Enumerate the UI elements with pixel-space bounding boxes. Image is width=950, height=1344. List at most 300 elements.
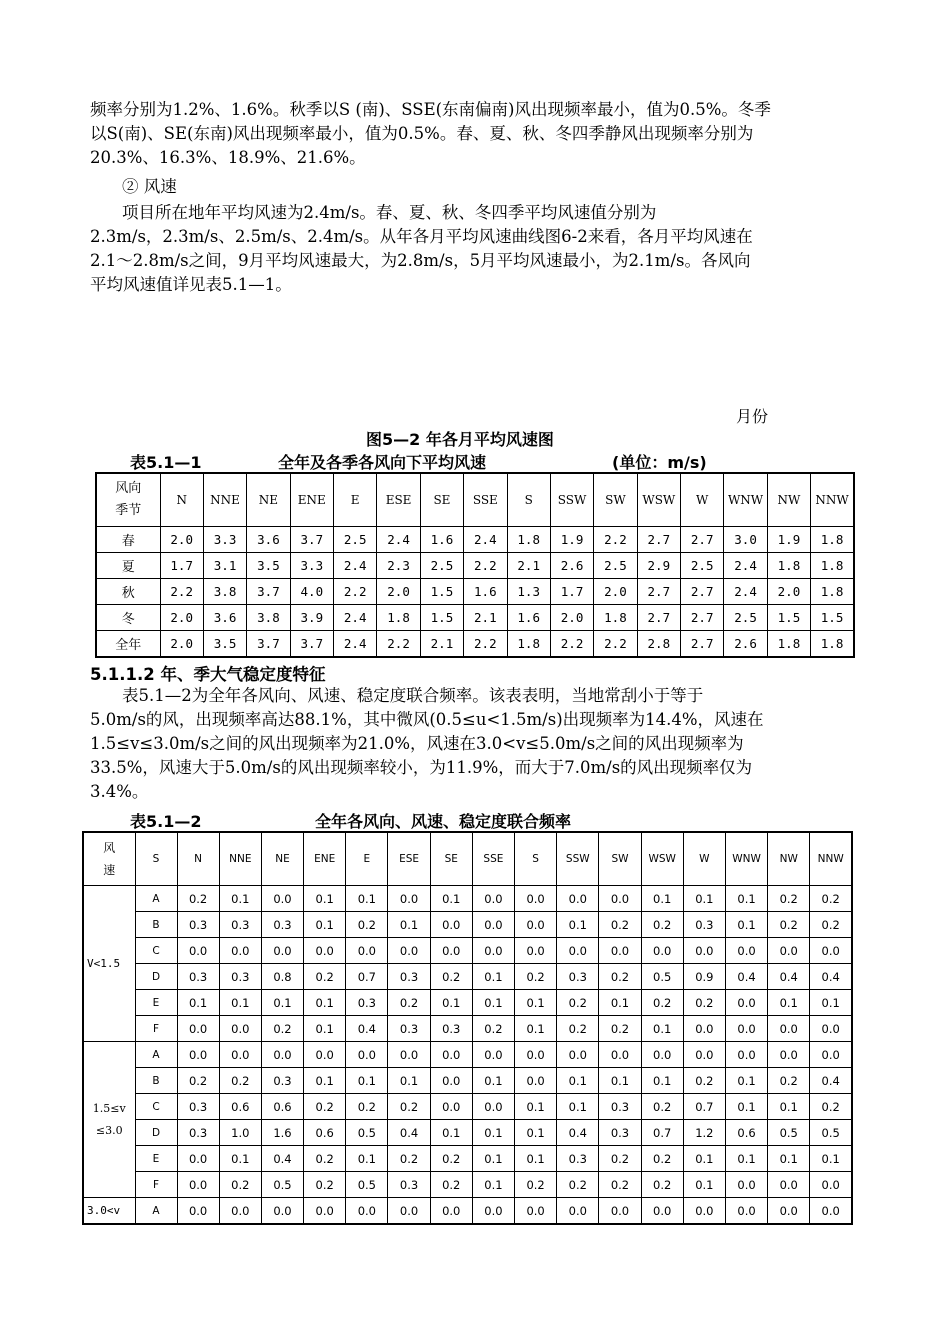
table2-value-cell: 0.0 (177, 1042, 219, 1068)
table-row (83, 1172, 852, 1198)
table1-value-cell: 1.8 (811, 579, 854, 605)
table2-value-cell: 0.3 (346, 990, 388, 1016)
table1-value-cell: 1.7 (550, 579, 593, 605)
table2-value-cell: 0.4 (810, 1068, 852, 1094)
table2-value-cell: 0.2 (557, 990, 599, 1016)
table2-stability-cell: A (135, 1042, 177, 1068)
wind-speed-heading: ② 风速 (122, 177, 177, 196)
table2-value-cell: 0.2 (641, 990, 683, 1016)
table2-value-cell: 0.0 (388, 1042, 430, 1068)
table2-value-cell: 0.0 (768, 1016, 810, 1042)
table2-value-cell: 0.5 (810, 1120, 852, 1146)
intro-paragraph (90, 98, 870, 170)
table2-value-cell: 0.0 (304, 938, 346, 964)
table1-direction-header: SSE (464, 473, 507, 527)
table2-stability-cell: C (135, 1094, 177, 1120)
table2-value-cell: 0.1 (515, 1094, 557, 1120)
table1-direction-header: WNW (724, 473, 767, 527)
table2-value-cell: 0.2 (641, 1172, 683, 1198)
table2-value-cell: 0.1 (515, 1146, 557, 1172)
table2-value-cell: 0.4 (388, 1120, 430, 1146)
table2-value-cell: 0.4 (557, 1120, 599, 1146)
table-row (83, 1094, 852, 1120)
table2-value-cell: 0.0 (430, 1068, 472, 1094)
table1-corner-cell: 风向 季节 (96, 473, 160, 527)
table2-value-cell: 0.1 (683, 1172, 725, 1198)
table1-value-cell: 1.5 (767, 605, 810, 631)
table1-direction-header: E (334, 473, 377, 527)
table2-value-cell: 0.0 (641, 1198, 683, 1225)
table2-stability-cell: A (135, 886, 177, 912)
table2-value-cell: 0.0 (219, 1016, 261, 1042)
table1-value-cell: 1.5 (420, 605, 463, 631)
table2-value-cell: 0.0 (472, 1042, 514, 1068)
table2-value-cell: 0.0 (599, 938, 641, 964)
table2-direction-header: SE (430, 832, 472, 886)
table2-stability-cell: F (135, 1172, 177, 1198)
table2-value-cell: 0.2 (641, 1146, 683, 1172)
table2-value-cell: 0.1 (346, 1146, 388, 1172)
table1-value-cell: 2.7 (637, 605, 680, 631)
table2-value-cell: 0.2 (304, 1094, 346, 1120)
table2-value-cell: 0.0 (219, 1198, 261, 1225)
text-line: 3.4%。 (90, 782, 149, 801)
table2-value-cell: 0.2 (557, 1016, 599, 1042)
table2-value-cell: 0.3 (177, 1120, 219, 1146)
table1-value-cell: 1.9 (767, 527, 810, 553)
table2-value-cell: 0.3 (261, 1068, 303, 1094)
table2-value-cell: 1.0 (219, 1120, 261, 1146)
table1-value-cell: 3.7 (290, 631, 333, 658)
table2-value-cell: 0.4 (725, 964, 767, 990)
table2-direction-header: SSW (557, 832, 599, 886)
table2-value-cell: 0.0 (515, 1198, 557, 1225)
table1-value-cell: 2.2 (160, 579, 203, 605)
text-line: 频率分别为1.2%、1.6%。秋季以S (南)、SSE(东南偏南)风出现频率最小，值为0.5%。冬季 (90, 100, 771, 119)
table2-value-cell: 0.3 (388, 1172, 430, 1198)
table2-value-cell: 0.3 (177, 964, 219, 990)
text-line: 2.3m/s，2.3m/s、2.5m/s、2.4m/s。从年各月平均风速曲线图6-2来看，各月平均风速在 (90, 227, 753, 246)
text-line: 2.1～2.8m/s之间，9月平均风速最大，为2.8m/s，5月平均风速最小，为2.1m/s。各风向 (90, 251, 751, 270)
table2-value-cell: 0.0 (346, 1042, 388, 1068)
table1-value-cell: 3.6 (203, 605, 246, 631)
table2-value-cell: 0.1 (472, 1146, 514, 1172)
table-row (83, 1068, 852, 1094)
table-row (96, 527, 854, 553)
table2-value-cell: 0.0 (430, 1094, 472, 1120)
table2-value-cell: 0.2 (515, 1172, 557, 1198)
text-line: 1.5≤v≤3.0m/s之间的风出现频率为21.0%，风速在3.0<v≤5.0m/s之间的风出现频率为 (90, 734, 744, 753)
table2-value-cell: 0.2 (683, 1068, 725, 1094)
table2-value-cell: 0.1 (725, 1146, 767, 1172)
table2-direction-header: N (177, 832, 219, 886)
table1-value-cell: 2.2 (594, 527, 637, 553)
table2-value-cell: 0.1 (177, 990, 219, 1016)
table2-value-cell: 0.3 (261, 912, 303, 938)
table2-corner-cell: 风 速 (83, 832, 135, 886)
table2-value-cell: 0.1 (430, 990, 472, 1016)
table1-value-cell: 3.1 (203, 553, 246, 579)
table1-value-cell: 2.7 (681, 631, 724, 658)
table2-value-cell: 0.0 (725, 1042, 767, 1068)
table2-direction-header: NE (261, 832, 303, 886)
table1-value-cell: 2.7 (681, 579, 724, 605)
table1-season-cell: 夏 (96, 553, 160, 579)
table2-value-cell: 0.0 (557, 938, 599, 964)
table1-value-cell: 2.6 (550, 553, 593, 579)
table1-value-cell: 2.2 (334, 579, 377, 605)
table2-value-cell: 0.0 (810, 1198, 852, 1225)
table2-value-cell: 0.2 (768, 886, 810, 912)
stability-paragraph (90, 684, 870, 804)
table2-value-cell: 0.1 (304, 1016, 346, 1042)
table2-value-cell: 0.1 (346, 1068, 388, 1094)
table2-value-cell: 0.0 (177, 938, 219, 964)
table1-direction-header: NNE (203, 473, 246, 527)
table2-value-cell: 0.0 (261, 886, 303, 912)
table2-speed-group-cell: 1.5≤v≤3.0 (83, 1042, 135, 1198)
table1-direction-header: WSW (637, 473, 680, 527)
table1-direction-header: ENE (290, 473, 333, 527)
table2-value-cell: 0.2 (641, 912, 683, 938)
table1-value-cell: 1.3 (507, 579, 550, 605)
table2-value-cell: 0.0 (725, 1198, 767, 1225)
table-row (83, 1146, 852, 1172)
table1-value-cell: 1.8 (377, 605, 420, 631)
table2-value-cell: 0.1 (430, 886, 472, 912)
table1-value-cell: 3.7 (247, 579, 290, 605)
table-row (83, 964, 852, 990)
figure-x-axis-label: 月份 (736, 407, 769, 426)
table2-stability-header: S (135, 832, 177, 886)
table2-value-cell: 0.3 (219, 964, 261, 990)
table1-value-cell: 2.7 (637, 579, 680, 605)
table1-direction-header: ESE (377, 473, 420, 527)
table2-value-cell: 0.1 (219, 990, 261, 1016)
table1-value-cell: 1.8 (594, 605, 637, 631)
text-line: 33.5%，风速大于5.0m/s的风出现频率较小，为11.9%，而大于7.0m/s的风出现频率仅为 (90, 758, 753, 777)
table2-value-cell: 0.3 (388, 1016, 430, 1042)
table2-value-cell: 0.2 (430, 1146, 472, 1172)
text-line: 平均风速值详见表5.1—1。 (90, 275, 292, 294)
table1-value-cell: 2.9 (637, 553, 680, 579)
table1-value-cell: 2.2 (464, 631, 507, 658)
table2-value-cell: 0.2 (388, 990, 430, 1016)
table1-value-cell: 2.5 (681, 553, 724, 579)
table2-value-cell: 0.0 (683, 1042, 725, 1068)
table2-direction-header: E (346, 832, 388, 886)
table2-value-cell: 0.2 (810, 886, 852, 912)
table1-value-cell: 2.0 (594, 579, 637, 605)
table1-value-cell: 2.1 (507, 553, 550, 579)
table2-value-cell: 0.1 (304, 990, 346, 1016)
table1-value-cell: 2.0 (160, 605, 203, 631)
table2-value-cell: 0.1 (304, 886, 346, 912)
table2-value-cell: 0.0 (261, 938, 303, 964)
table2-value-cell: 0.2 (388, 1146, 430, 1172)
table2-value-cell: 0.0 (388, 886, 430, 912)
table2-value-cell: 0.1 (515, 1016, 557, 1042)
table2-value-cell: 0.0 (768, 1198, 810, 1225)
table2-value-cell: 0.0 (430, 912, 472, 938)
table1-value-cell: 1.8 (811, 631, 854, 658)
table2-value-cell: 0.1 (641, 1016, 683, 1042)
text-line: 5.0m/s的风，出现频率高达88.1%，其中微风(0.5≤u<1.5m/s)出现频率为14.4%，风速在 (90, 710, 764, 729)
table1-direction-header: W (681, 473, 724, 527)
table1-value-cell: 3.7 (247, 631, 290, 658)
table2-value-cell: 0.0 (683, 1016, 725, 1042)
table2-value-cell: 0.2 (388, 1094, 430, 1120)
table2-value-cell: 0.1 (557, 912, 599, 938)
table2-direction-header: NNE (219, 832, 261, 886)
table2-direction-header: SW (599, 832, 641, 886)
table2-direction-header: WNW (725, 832, 767, 886)
table2-stability-cell: D (135, 964, 177, 990)
table2-stability-cell: D (135, 1120, 177, 1146)
table-row (83, 886, 852, 912)
table2-value-cell: 0.5 (641, 964, 683, 990)
table-row (96, 605, 854, 631)
table2-value-cell: 0.5 (768, 1120, 810, 1146)
table2-value-cell: 0.1 (725, 886, 767, 912)
table2-value-cell: 0.2 (599, 912, 641, 938)
table1-value-cell: 2.4 (464, 527, 507, 553)
table2-value-cell: 1.2 (683, 1120, 725, 1146)
table2-value-cell: 0.1 (725, 1094, 767, 1120)
table1-value-cell: 1.6 (464, 579, 507, 605)
table1-value-cell: 1.8 (507, 527, 550, 553)
table2-header-row (83, 832, 852, 886)
table2-stability-cell: B (135, 912, 177, 938)
table1-value-cell: 2.2 (594, 631, 637, 658)
table2-value-cell: 0.3 (219, 912, 261, 938)
text-line: 项目所在地年平均风速为2.4m/s。春、夏、秋、冬四季平均风速值分别为 (122, 203, 657, 222)
table1-value-cell: 3.9 (290, 605, 333, 631)
table2-value-cell: 0.7 (346, 964, 388, 990)
table2-value-cell: 0.2 (219, 1068, 261, 1094)
table2-stability-cell: C (135, 938, 177, 964)
table2-stability-cell: A (135, 1198, 177, 1225)
table2-value-cell: 0.2 (304, 1146, 346, 1172)
table1-value-cell: 2.2 (464, 553, 507, 579)
table2-value-cell: 0.0 (515, 1042, 557, 1068)
table2-value-cell: 0.0 (810, 1172, 852, 1198)
table2-value-cell: 0.2 (599, 1172, 641, 1198)
table2-value-cell: 0.2 (261, 1016, 303, 1042)
table1-value-cell: 2.4 (334, 553, 377, 579)
table1-direction-header: NW (767, 473, 810, 527)
table2-direction-header: S (515, 832, 557, 886)
table2-value-cell: 0.0 (304, 1198, 346, 1225)
table2-value-cell: 0.0 (768, 1042, 810, 1068)
table2-value-cell: 0.0 (725, 990, 767, 1016)
table2-value-cell: 0.0 (725, 1016, 767, 1042)
table2-value-cell: 0.2 (683, 990, 725, 1016)
table2-value-cell: 0.0 (472, 886, 514, 912)
table-row (83, 912, 852, 938)
table2-value-cell: 0.0 (725, 938, 767, 964)
table2-value-cell: 0.1 (810, 1146, 852, 1172)
table2-value-cell: 0.2 (557, 1172, 599, 1198)
table2-value-cell: 0.2 (219, 1172, 261, 1198)
table1-value-cell: 3.3 (203, 527, 246, 553)
table1-title: 全年及各季各风向下平均风速 (278, 453, 487, 472)
table2-direction-header: WSW (641, 832, 683, 886)
table2-value-cell: 0.0 (430, 1042, 472, 1068)
table2-value-cell: 0.0 (472, 1094, 514, 1120)
table1-unit: (单位：m/s) (612, 453, 707, 472)
table2-value-cell: 0.0 (683, 938, 725, 964)
table2-value-cell: 0.2 (515, 964, 557, 990)
table2-value-cell: 0.5 (346, 1172, 388, 1198)
table1-value-cell: 3.6 (247, 527, 290, 553)
table2-value-cell: 0.3 (557, 964, 599, 990)
table2-value-cell: 0.0 (388, 938, 430, 964)
table2-value-cell: 0.1 (515, 1120, 557, 1146)
table2-stability-cell: E (135, 1146, 177, 1172)
table1-direction-header: NNW (811, 473, 854, 527)
table2-value-cell: 0.1 (472, 1068, 514, 1094)
table1-value-cell: 2.4 (724, 553, 767, 579)
table1-direction-header: SSW (550, 473, 593, 527)
table1-value-cell: 2.4 (377, 527, 420, 553)
table2-value-cell: 0.2 (810, 912, 852, 938)
table2-value-cell: 0.1 (346, 886, 388, 912)
table1-number: 表5.1—1 (130, 453, 202, 472)
table2-value-cell: 0.4 (346, 1016, 388, 1042)
table2-value-cell: 0.0 (430, 938, 472, 964)
table1-value-cell: 2.5 (724, 605, 767, 631)
table1-value-cell: 2.5 (420, 553, 463, 579)
table2-stability-cell: F (135, 1016, 177, 1042)
table2-value-cell: 0.3 (557, 1146, 599, 1172)
table2-value-cell: 0.4 (768, 964, 810, 990)
table2-value-cell: 0.3 (177, 1094, 219, 1120)
table1-value-cell: 1.5 (811, 605, 854, 631)
table2-value-cell: 0.0 (346, 938, 388, 964)
table2-value-cell: 0.0 (304, 1042, 346, 1068)
table1-value-cell: 3.5 (247, 553, 290, 579)
table-row (96, 553, 854, 579)
table2-value-cell: 0.0 (810, 1042, 852, 1068)
table2-title: 全年各风向、风速、稳定度联合频率 (315, 812, 572, 831)
table1-value-cell: 1.8 (811, 527, 854, 553)
table2-value-cell: 0.2 (177, 1068, 219, 1094)
table1-value-cell: 4.0 (290, 579, 333, 605)
table2-value-cell: 0.7 (683, 1094, 725, 1120)
table1-value-cell: 2.0 (767, 579, 810, 605)
table2-value-cell: 0.0 (219, 1042, 261, 1068)
table2-value-cell: 0.1 (599, 1068, 641, 1094)
table1-value-cell: 2.2 (377, 631, 420, 658)
table1-value-cell: 2.0 (160, 527, 203, 553)
figure-caption: 图5—2 年各月平均风速图 (366, 430, 554, 449)
table2-value-cell: 0.6 (725, 1120, 767, 1146)
table1-season-cell: 冬 (96, 605, 160, 631)
table-row (83, 938, 852, 964)
table2-value-cell: 0.5 (346, 1120, 388, 1146)
table2-value-cell: 0.0 (388, 1198, 430, 1225)
table2-direction-header: ESE (388, 832, 430, 886)
table2-value-cell: 0.2 (304, 964, 346, 990)
table1-value-cell: 1.8 (811, 553, 854, 579)
table2-value-cell: 0.3 (388, 964, 430, 990)
table1-season-cell: 春 (96, 527, 160, 553)
table2-value-cell: 0.0 (557, 1042, 599, 1068)
table1-value-cell: 3.5 (203, 631, 246, 658)
table1-header-row (96, 473, 854, 527)
table2-value-cell: 0.3 (430, 1016, 472, 1042)
table2-value-cell: 0.2 (599, 1146, 641, 1172)
section-heading: 5.1.1.2 年、季大气稳定度特征 (90, 665, 326, 684)
table2-value-cell: 0.6 (219, 1094, 261, 1120)
wind-speed-paragraph (90, 201, 870, 297)
table1-direction-header: NE (247, 473, 290, 527)
table1-value-cell: 1.9 (550, 527, 593, 553)
table2-speed-group-cell: V<1.5 (83, 886, 135, 1042)
table2-value-cell: 0.1 (472, 990, 514, 1016)
table2-value-cell: 0.0 (810, 1016, 852, 1042)
table2-value-cell: 0.1 (641, 1068, 683, 1094)
table2-value-cell: 0.3 (599, 1094, 641, 1120)
table2-number: 表5.1—2 (130, 812, 202, 831)
table1-value-cell: 2.1 (420, 631, 463, 658)
table2-value-cell: 0.1 (810, 990, 852, 1016)
table1-value-cell: 2.3 (377, 553, 420, 579)
table2-value-cell: 0.1 (725, 912, 767, 938)
table2-value-cell: 0.2 (768, 912, 810, 938)
table1-direction-header: SW (594, 473, 637, 527)
table2-value-cell: 0.0 (219, 938, 261, 964)
table2-value-cell: 0.0 (177, 1146, 219, 1172)
table2-value-cell: 0.2 (768, 1068, 810, 1094)
table2-value-cell: 0.4 (810, 964, 852, 990)
table1-value-cell: 2.8 (637, 631, 680, 658)
table-row (83, 1016, 852, 1042)
table2-value-cell: 0.1 (768, 990, 810, 1016)
table2-value-cell: 0.1 (261, 990, 303, 1016)
table2-direction-header: ENE (304, 832, 346, 886)
table1-value-cell: 2.7 (681, 605, 724, 631)
table2-value-cell: 0.2 (430, 1172, 472, 1198)
table2-value-cell: 0.0 (515, 912, 557, 938)
table1-value-cell: 3.8 (203, 579, 246, 605)
text-line: 表5.1—2为全年各风向、风速、稳定度联合频率。该表表明，当地常刮小于等于 (122, 686, 704, 705)
table1-value-cell: 1.8 (767, 631, 810, 658)
table2-value-cell: 0.0 (683, 1198, 725, 1225)
table1-value-cell: 1.5 (420, 579, 463, 605)
table1-value-cell: 2.0 (377, 579, 420, 605)
table2-value-cell: 0.0 (768, 1172, 810, 1198)
table1-value-cell: 3.8 (247, 605, 290, 631)
table2-value-cell: 0.1 (472, 1172, 514, 1198)
table2-value-cell: 0.1 (768, 1146, 810, 1172)
table1-value-cell: 2.4 (334, 605, 377, 631)
table2-value-cell: 0.2 (430, 964, 472, 990)
text-line: 以S(南)、SE(东南)风出现频率最小，值为0.5%。春、夏、秋、冬四季静风出现频率分别为 (90, 124, 754, 143)
table1-value-cell: 2.6 (724, 631, 767, 658)
table1-value-cell: 3.0 (724, 527, 767, 553)
table2-value-cell: 0.2 (304, 1172, 346, 1198)
table1-value-cell: 1.6 (420, 527, 463, 553)
table2-value-cell: 0.0 (430, 1198, 472, 1225)
table2-value-cell: 0.0 (515, 938, 557, 964)
table-row (83, 990, 852, 1016)
table2-value-cell: 0.2 (177, 886, 219, 912)
table2-value-cell: 0.1 (388, 1068, 430, 1094)
table2-value-cell: 0.0 (599, 1042, 641, 1068)
table1-value-cell: 2.4 (334, 631, 377, 658)
